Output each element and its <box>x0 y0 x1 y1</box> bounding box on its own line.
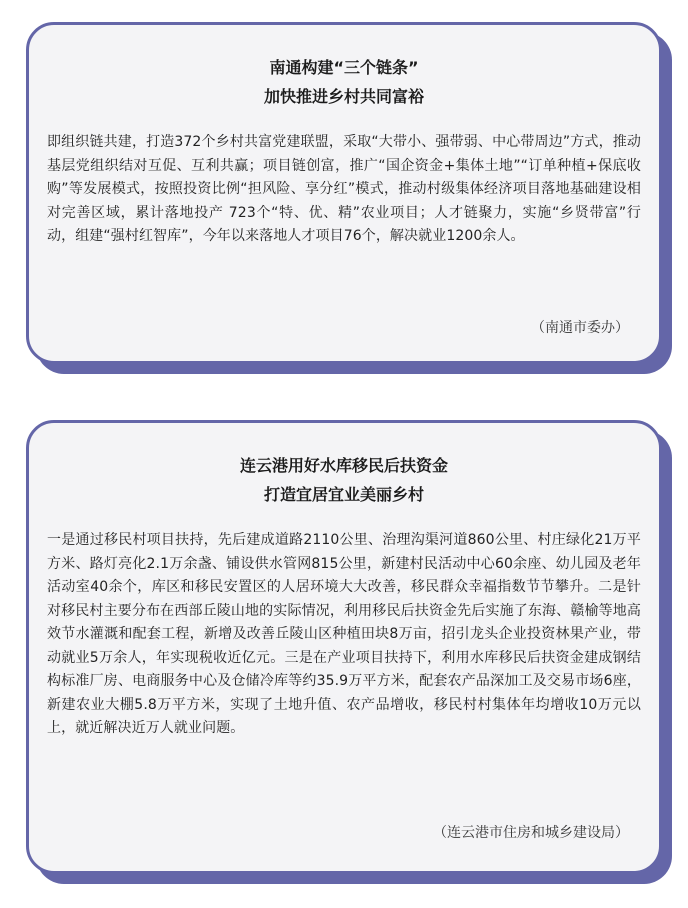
card-body-text: 一是通过移民村项目扶持，先后建成道路2110公里、治理沟渠河道860公里、村庄绿化21万平方米、路灯亮化2.1万余盏、铺设供水管网815公里，新建村民活动中心60余座、幼儿园及老年活动室40余个，库区和移民安置区的人居环境大大改善，移民群众幸福指数节节攀升。二是针对移民村主要分布在西部丘陵山地的实际情况，利用移民后扶资金先后实施了东海、赣榆等地高效节水灌溉和配套工程，新增及改善丘陵山区种植田块8万亩，招引龙头企业投资林果产业，带动就业5万余人，年实现税收近亿元。三是在产业项目扶持下，利用水库移民后扶资金建成钢结构标准厂房、电商服务中心及仓储冷库等约35.9万平方米，配套农产品深加工及交易市场6座，新建农业大棚5.8万平方米，实现了土地升值、农产品增收，移民村村集体年均增收10万元以上，就近解决近万人就业问题。 <box>47 532 641 736</box>
card-title <box>47 53 641 111</box>
card-frame <box>26 420 662 874</box>
card-title <box>47 451 641 509</box>
card-body-text: 即组织链共建，打造372个乡村共富党建联盟，采取“大带小、强带弱、中心带周边”方式，推动基层党组织结对互促、互利共赢；项目链创富，推广“国企资金+集体土地”“订单种植+保底收购”等发展模式，按照投资比例“担风险、享分红”模式，推动村级集体经济项目落地基础建设相对完善区域，累计落地投产 723个“特、优、精”农业项目；人才链聚力，实施“乡贤带富”行动，组建“强村红智库”，今年以来落地人才项目76个，解决就业1200余人。 <box>47 134 641 244</box>
card-title-line1: 南通构建“三个链条” <box>269 58 419 77</box>
news-card-nantong <box>26 22 662 364</box>
card-title-line2: 打造宜居宜业美丽乡村 <box>263 485 424 504</box>
card-frame <box>26 22 662 364</box>
news-card-lianyungang <box>26 420 662 874</box>
card-source: （南通市委办） <box>531 320 629 336</box>
card-source: （连云港市住房和城乡建设局） <box>433 825 629 841</box>
card-title-line1: 连云港用好水库移民后扶资金 <box>239 456 448 475</box>
card-title-line2: 加快推进乡村共同富裕 <box>263 87 424 106</box>
